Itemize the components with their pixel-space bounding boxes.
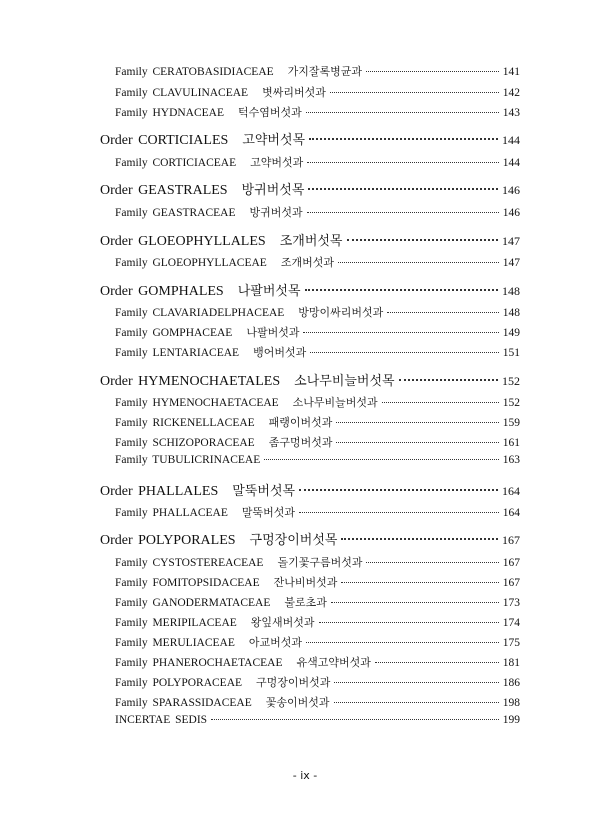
entry-label bbox=[115, 554, 362, 570]
toc-family-entry[interactable] bbox=[115, 154, 520, 170]
korean-name: 방망이싸리버섯과 bbox=[298, 306, 384, 319]
toc-family-entry[interactable] bbox=[115, 104, 520, 120]
korean-name: 유색고약버섯과 bbox=[296, 656, 371, 669]
entry-label bbox=[100, 230, 343, 250]
scientific-name: Order PHALLALES bbox=[100, 484, 219, 499]
toc-family-entry[interactable] bbox=[115, 204, 520, 220]
entry-label bbox=[115, 84, 326, 100]
entry-label bbox=[100, 480, 295, 500]
dot-leader bbox=[303, 331, 498, 333]
dot-leader bbox=[375, 661, 499, 663]
toc-family-entry[interactable] bbox=[115, 324, 520, 340]
entry-label bbox=[100, 129, 305, 149]
toc-family-entry[interactable] bbox=[115, 554, 520, 570]
page-ref: 186 bbox=[502, 677, 520, 689]
dot-leader bbox=[306, 641, 499, 643]
korean-name: 소나무비늘버섯목 bbox=[294, 374, 395, 389]
korean-name: 턱수염버섯과 bbox=[238, 106, 302, 119]
toc-family-entry[interactable] bbox=[115, 304, 520, 320]
entry-label bbox=[115, 674, 330, 690]
page-ref: 148 bbox=[502, 284, 520, 298]
korean-name: 좀구멍버섯과 bbox=[268, 436, 333, 449]
scientific-name: Family FOMITOPSIDACEAE bbox=[115, 577, 260, 589]
toc-order-entry[interactable] bbox=[100, 370, 520, 390]
dot-leader bbox=[299, 511, 499, 513]
dot-leader bbox=[319, 621, 499, 623]
toc-family-entry[interactable] bbox=[115, 434, 520, 450]
korean-name: 방귀버섯목 bbox=[241, 183, 305, 198]
toc-family-entry[interactable] bbox=[115, 414, 520, 430]
toc-family-entry[interactable] bbox=[115, 574, 520, 590]
dot-leader bbox=[330, 91, 499, 93]
entry-label bbox=[115, 714, 207, 726]
scientific-name: Family CLAVARIADELPHACEAE bbox=[115, 307, 285, 319]
scientific-name: Family CLAVULINACEAE bbox=[115, 87, 249, 99]
dot-leader bbox=[306, 111, 499, 113]
entry-label bbox=[115, 344, 306, 360]
korean-name: 말뚝버섯목 bbox=[232, 484, 296, 499]
entry-label bbox=[115, 654, 371, 670]
korean-name: 볏싸리버섯과 bbox=[262, 86, 326, 99]
entry-label bbox=[115, 434, 332, 450]
korean-name: 뱅어버섯과 bbox=[253, 346, 307, 359]
page-ref: 152 bbox=[502, 374, 520, 388]
toc-family-entry[interactable] bbox=[115, 454, 520, 466]
page-ref: 199 bbox=[502, 714, 520, 726]
dot-leader bbox=[334, 681, 498, 683]
scientific-name: Family GLOEOPHYLLACEAE bbox=[115, 257, 267, 269]
toc-order-entry[interactable] bbox=[100, 179, 520, 199]
dot-leader bbox=[336, 441, 498, 443]
dot-leader bbox=[308, 187, 498, 190]
page-ref: 164 bbox=[502, 484, 520, 498]
scientific-name: Family CYSTOSTEREACEAE bbox=[115, 557, 264, 569]
toc-family-entry[interactable] bbox=[115, 594, 520, 610]
korean-name: 고약버섯목 bbox=[242, 133, 306, 148]
page-ref: 173 bbox=[502, 597, 520, 609]
page-ref: 144 bbox=[502, 133, 520, 147]
korean-name: 아교버섯과 bbox=[248, 636, 303, 649]
dot-leader bbox=[299, 488, 498, 491]
scientific-name: Order POLYPORALES bbox=[100, 533, 236, 548]
entry-label bbox=[115, 63, 362, 79]
korean-name: 방귀버섯과 bbox=[249, 206, 303, 219]
page-ref: 147 bbox=[502, 257, 520, 269]
entry-label bbox=[115, 594, 327, 610]
toc-order-entry[interactable] bbox=[100, 480, 520, 500]
scientific-name: Order HYMENOCHAETALES bbox=[100, 374, 281, 389]
scientific-name: Family GOMPHACEAE bbox=[115, 327, 233, 339]
dot-leader bbox=[309, 137, 498, 140]
toc-family-entry[interactable] bbox=[115, 674, 520, 690]
entry-label bbox=[115, 414, 332, 430]
toc-entry[interactable] bbox=[115, 714, 520, 726]
page-ref: 167 bbox=[502, 557, 520, 569]
dot-leader bbox=[341, 537, 498, 540]
dot-leader bbox=[307, 161, 499, 163]
scientific-name: Family TUBULICRINACEAE bbox=[115, 454, 261, 466]
dot-leader bbox=[366, 70, 499, 72]
page-ref: 152 bbox=[502, 397, 520, 409]
page-ref: 175 bbox=[502, 637, 520, 649]
dot-leader bbox=[338, 261, 499, 263]
korean-name: 조개버섯목 bbox=[279, 234, 343, 249]
page-ref: 161 bbox=[502, 437, 520, 449]
scientific-name: Order GLOEOPHYLLALES bbox=[100, 234, 266, 249]
page-ref: 167 bbox=[502, 533, 520, 547]
dot-leader bbox=[399, 378, 498, 381]
entry-label bbox=[115, 104, 302, 120]
entry-label bbox=[100, 179, 304, 199]
scientific-name: Family PHALLACEAE bbox=[115, 507, 228, 519]
korean-name: 소나무비늘버섯과 bbox=[292, 396, 378, 409]
korean-name: 패랭이버섯과 bbox=[268, 416, 333, 429]
page-ref: 149 bbox=[502, 327, 520, 339]
korean-name: 불로초과 bbox=[284, 596, 327, 609]
korean-name: 조개버섯과 bbox=[280, 256, 334, 269]
page-ref: 141 bbox=[502, 66, 520, 78]
korean-name: 돌기꽃구름버섯과 bbox=[277, 556, 363, 569]
korean-name: 나팔버섯목 bbox=[237, 284, 301, 299]
dot-leader bbox=[347, 238, 499, 241]
scientific-name: Family GEASTRACEAE bbox=[115, 207, 236, 219]
scientific-name: Family GANODERMATACEAE bbox=[115, 597, 271, 609]
scientific-name: INCERTAE SEDIS bbox=[115, 714, 208, 726]
scientific-name: Family MERULIACEAE bbox=[115, 637, 235, 649]
page-ref: 164 bbox=[502, 507, 520, 519]
dot-leader bbox=[264, 458, 499, 460]
scientific-name: Order GOMPHALES bbox=[100, 284, 224, 299]
scientific-name: Family CERATOBASIDIACEAE bbox=[115, 66, 274, 78]
dot-leader bbox=[387, 311, 498, 313]
scientific-name: Order GEASTRALES bbox=[100, 183, 228, 198]
page-ref: 144 bbox=[502, 157, 520, 169]
korean-name: 구멍장이버섯과 bbox=[256, 676, 331, 689]
toc-family-entry[interactable] bbox=[115, 654, 520, 670]
entry-label bbox=[115, 154, 303, 170]
toc-family-entry[interactable] bbox=[115, 254, 520, 270]
toc-family-entry[interactable] bbox=[115, 63, 520, 79]
page-ref: 167 bbox=[502, 577, 520, 589]
korean-name: 구멍장이버섯목 bbox=[249, 533, 338, 548]
dot-leader bbox=[366, 561, 498, 563]
page-ref: 148 bbox=[502, 307, 520, 319]
entry-label bbox=[115, 694, 330, 710]
korean-name: 꽃송이버섯과 bbox=[265, 696, 330, 709]
entry-label bbox=[115, 574, 337, 590]
entry-label bbox=[115, 204, 303, 220]
korean-name: 나팔버섯과 bbox=[246, 326, 300, 339]
page-ref: 146 bbox=[502, 183, 520, 197]
page-ref: 147 bbox=[502, 234, 520, 248]
dot-leader bbox=[331, 601, 499, 603]
toc-order-entry[interactable] bbox=[100, 529, 520, 549]
dot-leader bbox=[305, 288, 498, 291]
page-ref: 151 bbox=[502, 347, 520, 359]
toc-order-entry[interactable] bbox=[100, 129, 520, 149]
entry-label bbox=[115, 454, 260, 466]
page-ref: 146 bbox=[502, 207, 520, 219]
scientific-name: Family HYDNACEAE bbox=[115, 107, 225, 119]
page-ref: 163 bbox=[502, 454, 520, 466]
entry-label bbox=[115, 394, 378, 410]
toc-family-entry[interactable] bbox=[115, 394, 520, 410]
toc-order-entry[interactable] bbox=[100, 230, 520, 250]
page-ref: 159 bbox=[502, 417, 520, 429]
korean-name: 고약버섯과 bbox=[250, 156, 304, 169]
dot-leader bbox=[307, 211, 499, 213]
toc-family-entry[interactable] bbox=[115, 344, 520, 360]
scientific-name: Family HYMENOCHAETACEAE bbox=[115, 397, 279, 409]
page-ref: 143 bbox=[502, 107, 520, 119]
scientific-name: Family MERIPILACEAE bbox=[115, 617, 237, 629]
dot-leader bbox=[382, 401, 499, 403]
entry-label bbox=[100, 370, 395, 390]
korean-name: 잔나비버섯과 bbox=[273, 576, 338, 589]
toc-family-entry[interactable] bbox=[115, 614, 520, 630]
toc-family-entry[interactable] bbox=[115, 84, 520, 100]
toc-family-entry[interactable] bbox=[115, 694, 520, 710]
page-ref: 181 bbox=[502, 657, 520, 669]
entry-label bbox=[115, 634, 302, 650]
korean-name: 가지잘록병균과 bbox=[287, 65, 363, 78]
scientific-name: Family RICKENELLACEAE bbox=[115, 417, 255, 429]
korean-name: 왕잎새버섯과 bbox=[250, 616, 315, 629]
scientific-name: Family SPARASSIDACEAE bbox=[115, 697, 252, 709]
page-ref: 198 bbox=[502, 697, 520, 709]
scientific-name: Order CORTICIALES bbox=[100, 133, 229, 148]
page-number: - ix - bbox=[292, 769, 318, 782]
entry-label bbox=[115, 254, 334, 270]
toc-order-entry[interactable] bbox=[100, 280, 520, 300]
scientific-name: Family POLYPORACEAE bbox=[115, 677, 243, 689]
dot-leader bbox=[310, 351, 499, 353]
scientific-name: Family LENTARIACEAE bbox=[115, 347, 240, 359]
scientific-name: Family CORTICIACEAE bbox=[115, 157, 237, 169]
entry-label bbox=[115, 304, 383, 320]
scientific-name: Family PHANEROCHAETACEAE bbox=[115, 657, 283, 669]
dot-leader bbox=[341, 581, 498, 583]
entry-label bbox=[100, 280, 301, 300]
entry-label bbox=[115, 614, 315, 630]
scientific-name: Family SCHIZOPORACEAE bbox=[115, 437, 255, 449]
page-ref: 142 bbox=[502, 87, 520, 99]
toc-family-entry[interactable] bbox=[115, 634, 520, 650]
entry-label bbox=[100, 529, 337, 549]
entry-label bbox=[115, 504, 295, 520]
dot-leader bbox=[211, 718, 499, 720]
dot-leader bbox=[334, 701, 499, 703]
entry-label bbox=[115, 324, 299, 340]
korean-name: 말뚝버섯과 bbox=[241, 506, 295, 519]
toc-family-entry[interactable] bbox=[115, 504, 520, 520]
dot-leader bbox=[336, 421, 498, 423]
page-ref: 174 bbox=[502, 617, 520, 629]
